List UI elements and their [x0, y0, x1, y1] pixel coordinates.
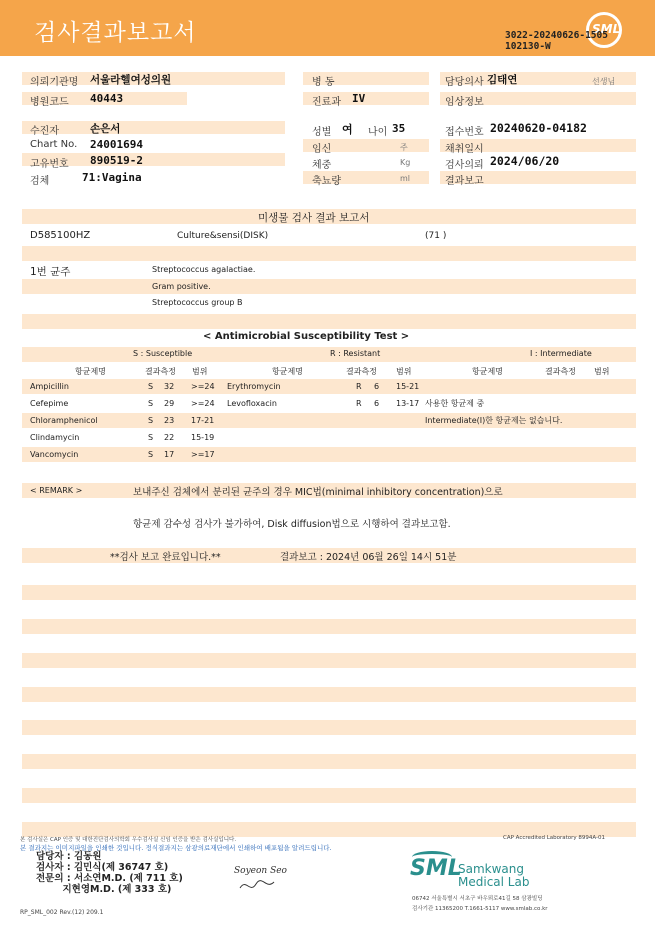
drug-left-1: Ampicillin	[30, 382, 69, 391]
label-requester: 의뢰기관명	[30, 77, 79, 88]
label-urine: 축뇨량	[312, 176, 341, 187]
drug-left-2: Cefepime	[30, 399, 69, 408]
col-result-3: 결과측정	[545, 367, 576, 376]
label-clinical: 임상정보	[445, 97, 484, 108]
value-chart: 24001694	[90, 138, 143, 151]
weight-unit: Kg	[400, 158, 411, 167]
value-patient: 손은서	[90, 123, 121, 135]
col-drug-1: 항균제명	[75, 367, 106, 376]
signature	[234, 866, 287, 876]
footer-phone: 검사기관 11365200 T.1661-5117 www.smlab.co.kr	[412, 906, 548, 912]
val-left-1: 32	[164, 382, 175, 391]
logo-line-2: Medical Lab	[458, 875, 530, 889]
urine-unit: ml	[400, 174, 411, 183]
value-request: 2024/06/20	[490, 154, 560, 168]
test-name: Culture&sensi(DISK)	[177, 231, 269, 241]
label-receipt: 접수번호	[445, 127, 484, 138]
label-report: 결과보고	[445, 176, 484, 187]
value-requester: 서울라헬여성의원	[90, 74, 172, 86]
label-collect: 채취일시	[445, 144, 484, 155]
footer-logo-name	[458, 863, 529, 889]
report-code-line2: 102130-W	[505, 41, 551, 52]
drug-left-3: Chloramphenicol	[30, 416, 98, 425]
label-unique: 고유번호	[30, 159, 69, 170]
empty-band	[22, 788, 636, 803]
micro-heading: 미생물 검사 결과 보고서	[258, 212, 370, 224]
value-age: 35	[392, 122, 406, 135]
range-mid-1: 15-21	[396, 382, 420, 391]
signature-text: Soyeon Seo	[234, 866, 287, 876]
report-header	[0, 0, 655, 56]
col-result-2: 결과측정	[346, 367, 377, 376]
ast-note-2: Intermediate(I)한 항균제는 없습니다.	[425, 416, 563, 425]
empty-band	[22, 585, 636, 600]
blank-band-2	[22, 314, 636, 329]
val-left-3: 23	[164, 416, 175, 425]
footer-address: 06742 서울특별시 서초구 바우뫼로41길 58 삼광빌딩	[412, 896, 543, 902]
staff-list: 담당자 : 김동원 검사자 : 김민식(제 36747 호) 전문의 : 서소연M.D. (제 711 호) 지현영M.D. (제 333 호)	[36, 851, 183, 895]
empty-band	[22, 653, 636, 668]
label-patient: 수진자	[30, 126, 59, 137]
sir-mid-1: R	[356, 382, 362, 391]
col-result-1: 결과측정	[145, 367, 176, 376]
strain-line-3: Streptococcus group B	[152, 298, 243, 307]
col-range-1: 범위	[192, 367, 208, 376]
value-doctor: 김태연	[487, 74, 518, 86]
signature-scribble-icon	[238, 878, 278, 894]
strain-line-2: Gram positive.	[152, 282, 211, 291]
report-code-line1: 3022-20240626-1505	[505, 30, 608, 41]
sir-left-5: S	[148, 450, 154, 459]
footer-accreditation: 본 검사실은 CAP 인증 및 대한진단검사의학회 우수검사실 신임 인증을 받은 검사실입니다.	[20, 837, 237, 843]
specimen-no: (71 )	[425, 231, 447, 241]
col-range-2: 범위	[396, 367, 412, 376]
ast-row-band-1	[22, 379, 636, 394]
drug-left-5: Vancomycin	[30, 450, 79, 459]
form-number: RP_SML_002 Rev.(12) 209.1	[20, 909, 104, 916]
val-left-4: 22	[164, 433, 175, 442]
legend-r: R : Resistant	[330, 349, 381, 358]
legend-i: I : Intermediate	[530, 349, 592, 358]
range-left-4: 15-19	[191, 433, 215, 442]
sml-logo-text: SML	[592, 22, 621, 36]
report-title: 검사결과보고서	[34, 20, 197, 46]
info-box-patient	[22, 121, 285, 134]
col-drug-3: 항균제명	[472, 367, 503, 376]
footer-logo-sml: SML	[410, 856, 462, 881]
label-weight: 체중	[312, 160, 332, 171]
value-sex: 여	[342, 123, 353, 136]
empty-band	[22, 720, 636, 735]
value-hospital-code: 40443	[90, 92, 124, 105]
label-sex: 성별	[312, 127, 332, 138]
remark-label: < REMARK >	[30, 486, 83, 495]
empty-band	[22, 687, 636, 702]
ast-note-1: 사용한 항균제 중	[425, 399, 485, 408]
drug-left-4: Clindamycin	[30, 433, 80, 442]
label-specimen: 검체	[30, 176, 50, 187]
remark-line-1: 보내주신 검체에서 분리된 균주의 경우 MIC법(minimal inhibitory concentration)으로	[133, 487, 503, 498]
sir-left-4: S	[148, 433, 154, 442]
range-left-1: >=24	[191, 382, 215, 391]
label-preg: 임신	[312, 144, 332, 155]
val-left-5: 17	[164, 450, 175, 459]
logo-line-1: Samkwang	[458, 862, 524, 876]
range-left-5: >=17	[191, 450, 215, 459]
sir-left-1: S	[148, 382, 154, 391]
val-mid-1: 6	[374, 382, 380, 391]
preg-unit: 주	[400, 143, 408, 152]
sir-left-2: S	[148, 399, 154, 408]
blank-band-1	[22, 246, 636, 261]
drug-mid-2: Levofloxacin	[227, 399, 277, 408]
label-age: 나이	[368, 127, 388, 138]
value-unique: 890519-2	[90, 154, 143, 167]
strain-label: 1번 균주	[30, 266, 71, 278]
value-receipt: 20240620-04182	[490, 121, 587, 135]
label-request: 검사의뢰	[445, 160, 484, 171]
range-mid-2: 13-17	[396, 399, 420, 408]
ast-row-band-5	[22, 447, 636, 462]
range-left-2: >=24	[191, 399, 215, 408]
empty-band	[22, 754, 636, 769]
empty-band	[22, 619, 636, 634]
report-complete: **검사 보고 완료입니다.**	[110, 552, 221, 563]
label-chart: Chart No.	[30, 139, 78, 150]
strain-line-1: Streptococcus agalactiae.	[152, 265, 256, 274]
drug-mid-1: Erythromycin	[227, 382, 281, 391]
test-code: D585100HZ	[30, 230, 91, 241]
value-dept: IV	[352, 92, 366, 105]
ast-title: < Antimicrobial Susceptibility Test >	[203, 331, 410, 342]
val-left-2: 29	[164, 399, 175, 408]
col-drug-2: 항균제명	[272, 367, 303, 376]
report-time: 결과보고 : 2024년 06월 26일 14시 51분	[280, 552, 457, 563]
col-range-3: 범위	[594, 367, 610, 376]
doctor-suffix: 선생님	[592, 77, 616, 86]
label-doctor: 담당의사	[445, 77, 484, 88]
val-mid-2: 6	[374, 399, 380, 408]
legend-s: S : Susceptible	[133, 349, 193, 358]
range-left-3: 17-21	[191, 416, 215, 425]
label-dept: 진료과	[312, 97, 341, 108]
remark-line-2: 항균제 감수성 검사가 불가하여, Disk diffusion법으로 시행하여 결과보고함.	[133, 519, 451, 530]
footer-cap: CAP Accredited Laboratory 8994A-01	[503, 835, 606, 841]
sir-left-3: S	[148, 416, 154, 425]
strain-band	[22, 279, 636, 294]
report-code	[505, 30, 608, 52]
value-specimen: 71:Vagina	[82, 171, 142, 184]
sir-mid-2: R	[356, 399, 362, 408]
label-ward: 병 동	[312, 77, 335, 88]
label-hospital-code: 병원코드	[30, 97, 69, 108]
footer-notice: 본 결과지는 이미지파일을 인쇄한 것입니다. 정식결과지는 삼광의료재단에서 인쇄하여 배포됨을 알려드립니다.	[20, 844, 332, 852]
